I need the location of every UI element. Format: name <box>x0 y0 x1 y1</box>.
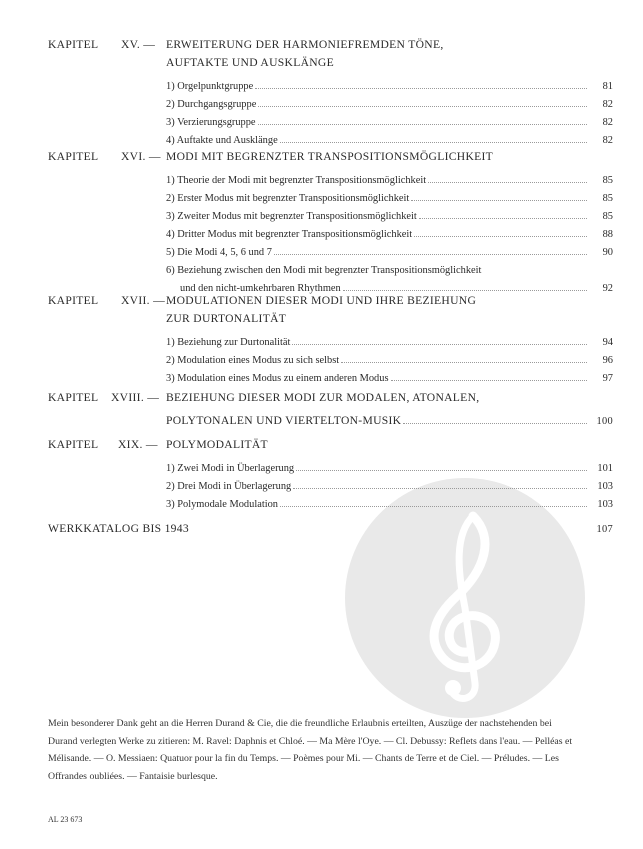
toc-entry[interactable]: und den nicht-umkehrbaren Rhythmen 92 <box>180 283 613 294</box>
toc-entry[interactable]: 1) Beziehung zur Durtonalität 94 <box>166 337 613 348</box>
page-number: 82 <box>602 99 613 110</box>
chapter-xv <box>48 38 613 146</box>
toc-entry[interactable]: 5) Die Modi 4, 5, 6 und 7 90 <box>166 247 613 258</box>
chapter-xix <box>48 438 613 510</box>
chapter-heading <box>48 150 613 168</box>
toc-entry[interactable]: 2) Drei Modi in Überlagerung 103 <box>166 481 613 492</box>
footnote-line: Durand verlegten Werke zu zitieren: M. Ravel: Daphnis et Chloé. — Ma Mère l'Oye. — Cl. Debussy: Reflets dans l'eau. — Pelléas et <box>48 735 573 747</box>
chapter-title: ERWEITERUNG DER HARMONIEFREMDEN TÖNE, <box>166 38 444 51</box>
page-number: 85 <box>602 211 613 222</box>
toc-entry[interactable]: 3) Verzierungsgruppe 82 <box>166 117 613 128</box>
chapter-xviii <box>48 391 613 427</box>
chapter-heading <box>48 438 613 456</box>
page-number: 85 <box>602 175 613 186</box>
chapter-label: KAPITEL <box>48 391 99 404</box>
toc-entry[interactable]: 1) Zwei Modi in Überlagerung 101 <box>166 463 613 474</box>
footnote-line: Mélisande. — O. Messiaen: Quatuor pour la fin du Temps. — Poèmes pour Mi. — Chants de Terre et de Ciel. — Préludes. — Les <box>48 753 559 764</box>
page-number: 97 <box>602 373 613 384</box>
toc-entry[interactable]: 4) Auftakte und Ausklänge 82 <box>166 135 613 146</box>
acknowledgement-footnote <box>48 715 618 785</box>
page-number: 82 <box>602 117 613 128</box>
chapter-title: MODULATIONEN DIESER MODI UND IHRE BEZIEHUNG <box>166 294 477 307</box>
page-number: 88 <box>602 229 613 240</box>
toc-entry[interactable]: 2) Modulation eines Modus zu sich selbst 96 <box>166 355 613 366</box>
chapter-label: KAPITEL <box>48 438 99 451</box>
chapter-roman: XVI. — <box>121 150 161 163</box>
toc-entry-line1[interactable]: 6) Beziehung zwischen den Modi mit begrenzter Transpositionsmöglichkeit <box>166 265 482 276</box>
toc-entry[interactable]: 3) Zweiter Modus mit begrenzter Transpositionsmöglichkeit 85 <box>166 211 613 222</box>
page-number: 107 <box>596 524 613 535</box>
chapter-xvii <box>48 294 613 384</box>
chapter-heading <box>48 294 613 325</box>
page-number: 103 <box>597 499 613 510</box>
werkkatalog-label: WERKKATALOG BIS 1943 <box>48 522 189 535</box>
chapter-roman: XVII. — <box>121 294 165 307</box>
chapter-title-line2: AUFTAKTE UND AUSKLÄNGE <box>166 56 334 69</box>
chapter-heading <box>48 391 613 409</box>
chapter-title: MODI MIT BEGRENZTER TRANSPOSITIONSMÖGLICHKEIT <box>166 150 494 163</box>
page-number: 92 <box>602 283 613 294</box>
chapter-label: KAPITEL <box>48 38 99 51</box>
werkkatalog-entry[interactable] <box>48 517 613 535</box>
publisher-reference: AL 23 673 <box>48 815 83 824</box>
chapter-roman: XV. — <box>121 38 156 51</box>
toc-entry[interactable]: 3) Polymodale Modulation 103 <box>166 499 613 510</box>
chapter-title: BEZIEHUNG DIESER MODI ZUR MODALEN, ATONALEN, <box>166 391 480 404</box>
page-number: 81 <box>602 81 613 92</box>
footnote-line: Mein besonderer Dank geht an die Herren Durand & Cie, die die freundliche Erlaubnis erteilten, Auszüge der nachstehenden bei <box>48 718 552 729</box>
toc-entry[interactable]: POLYTONALEN UND VIERTELTON-MUSIK 100 <box>166 414 613 427</box>
page-number: 101 <box>597 463 613 474</box>
chapter-title-line2: ZUR DURTONALITÄT <box>166 312 287 325</box>
toc-entry[interactable]: 1) Orgelpunktgruppe 81 <box>166 81 613 92</box>
toc-entry[interactable]: 1) Theorie der Modi mit begrenzter Transpositionsmöglichkeit 85 <box>166 175 613 186</box>
page-number: 100 <box>596 416 613 427</box>
page-number: 94 <box>602 337 613 348</box>
page-number: 96 <box>602 355 613 366</box>
footnote-line: Offrandes oubliées. — Fantaisie burlesque. <box>48 770 218 782</box>
toc-entry[interactable]: 2) Durchgangsgruppe 82 <box>166 99 613 110</box>
toc-entry[interactable]: 4) Dritter Modus mit begrenzter Transpositionsmöglichkeit 88 <box>166 229 613 240</box>
chapter-roman: XVIII. — <box>111 391 160 404</box>
toc-entry[interactable]: 2) Erster Modus mit begrenzter Transpositionsmöglichkeit 85 <box>166 193 613 204</box>
chapter-roman: XIX. — <box>118 438 158 451</box>
chapter-heading <box>48 38 613 69</box>
page-number: 103 <box>597 481 613 492</box>
watermark-seal <box>345 478 585 718</box>
chapter-title: POLYMODALITÄT <box>166 438 268 451</box>
chapter-xvi <box>48 150 613 294</box>
chapter-label: KAPITEL <box>48 150 99 163</box>
page-number: 82 <box>602 135 613 146</box>
treble-clef-icon <box>345 478 585 718</box>
page-number: 90 <box>602 247 613 258</box>
chapter-label: KAPITEL <box>48 294 99 307</box>
toc-entry[interactable]: 3) Modulation eines Modus zu einem anderen Modus 97 <box>166 373 613 384</box>
page-number: 85 <box>602 193 613 204</box>
